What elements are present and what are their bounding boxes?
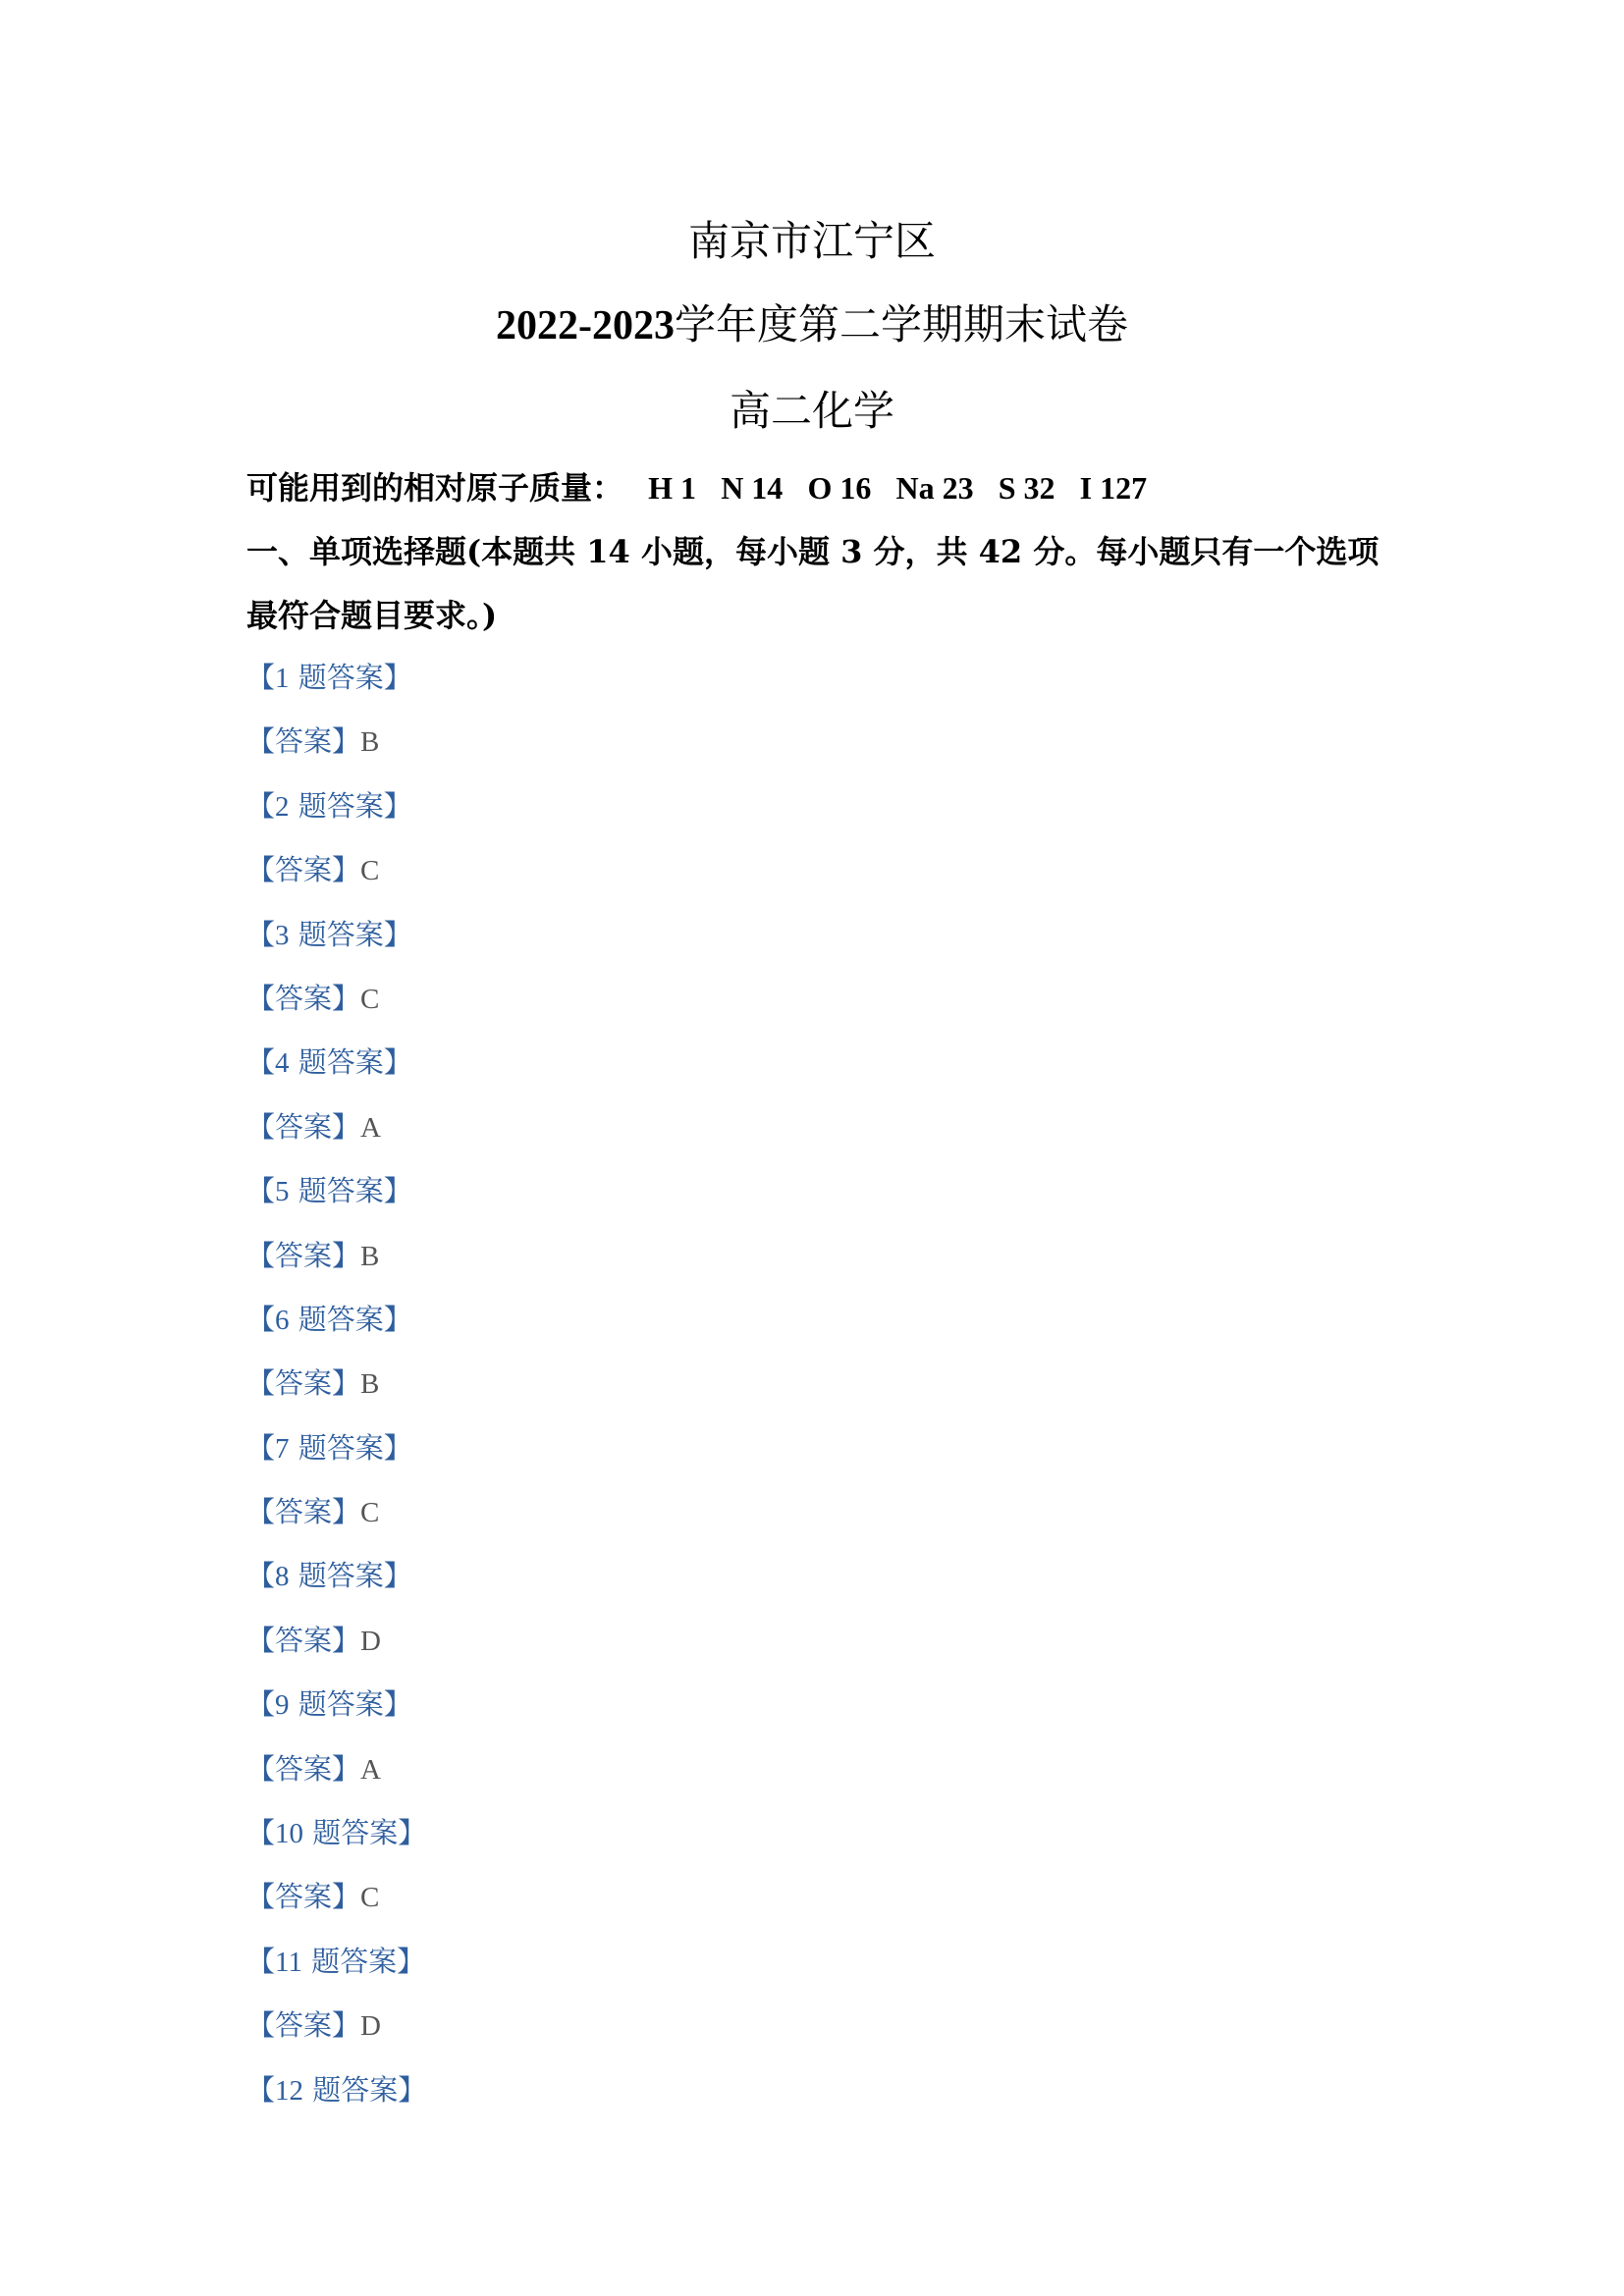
question-number: 7 (275, 1432, 290, 1465)
exam-term: 学年度第二学期期末试卷 (674, 300, 1128, 348)
heading-text: 题答案】 (289, 917, 412, 951)
heading-bracket: 【 (246, 661, 276, 694)
question-heading (246, 661, 426, 727)
question-heading (246, 1687, 426, 1754)
answer-line (246, 1751, 426, 1819)
answer-label: 【答案】 (246, 1238, 361, 1272)
answer-value: B (360, 1240, 380, 1272)
answer-label: 【答案】 (246, 981, 361, 1015)
answer-label: 【答案】 (246, 1623, 361, 1657)
heading-text: 题答案】 (289, 661, 412, 694)
answer-line (246, 1623, 426, 1690)
answer-label: 【答案】 (246, 1751, 361, 1786)
atomic-masses-label: 可能用到的相对原子质量： (246, 469, 624, 507)
heading-bracket: 【 (246, 1559, 276, 1593)
heading-bracket: 【 (246, 1174, 276, 1208)
atomic-mass-item: Na 23 (895, 470, 974, 506)
school-district-title: 南京市江宁区 (687, 217, 936, 265)
answer-line (246, 1109, 426, 1177)
answer-value: D (360, 2010, 381, 2043)
answer-value: A (360, 1111, 381, 1144)
answer-value: C (360, 983, 380, 1015)
question-number: 11 (275, 1946, 302, 1978)
question-heading (246, 1559, 426, 1626)
question-heading (246, 1816, 427, 1883)
heading-text: 题答案】 (289, 1174, 412, 1208)
atomic-mass-item: S 32 (998, 470, 1056, 506)
answer-value: C (360, 1497, 380, 1529)
heading-text: 题答案】 (301, 1944, 426, 1978)
question-number: 9 (275, 1689, 290, 1722)
heading-text: 题答案】 (303, 2072, 427, 2107)
answer-line (246, 1238, 426, 1306)
heading-text: 题答案】 (289, 1559, 412, 1593)
atomic-mass-item: I 127 (1079, 470, 1148, 506)
heading-text: 题答案】 (289, 1430, 412, 1465)
question-number: 1 (275, 663, 290, 694)
heading-bracket: 【 (246, 1816, 276, 1850)
heading-text: 题答案】 (289, 1302, 412, 1336)
atomic-mass-item: O 16 (807, 470, 872, 506)
section-heading-line-1: 一、单项选择题(本题共 14 小题，每小题 3 分，共 42 分。每小题只有一个选项 (246, 533, 1380, 570)
question-number: 6 (275, 1304, 290, 1336)
heading-bracket: 【 (246, 1944, 276, 1978)
question-heading (246, 1045, 426, 1112)
question-number: 10 (275, 1818, 304, 1850)
answer-label: 【答案】 (246, 1880, 361, 1914)
question-heading (246, 1944, 426, 2011)
heading-text: 题答案】 (289, 1045, 412, 1080)
question-number: 3 (275, 919, 290, 951)
section-heading-line-2: 最符合题目要求。) (246, 597, 498, 634)
subject-title: 高二化学 (729, 387, 894, 435)
heading-bracket: 【 (246, 2072, 276, 2107)
heading-text: 题答案】 (303, 1816, 427, 1850)
answer-value: B (360, 726, 380, 759)
answer-line (246, 981, 426, 1048)
exam-title (0, 300, 1624, 348)
answer-line (246, 1495, 426, 1562)
atomic-mass-item: H 1 (648, 470, 697, 506)
heading-bracket: 【 (246, 1430, 276, 1465)
answer-label: 【答案】 (246, 1366, 361, 1401)
question-number: 5 (275, 1176, 290, 1208)
answer-line (246, 853, 426, 920)
atomic-masses-line (246, 469, 1148, 507)
answer-list (246, 661, 427, 2140)
question-heading (246, 788, 426, 856)
heading-bracket: 【 (246, 917, 276, 951)
answer-value: C (360, 1882, 380, 1914)
question-number: 4 (275, 1047, 290, 1080)
answer-line (246, 724, 426, 791)
answer-label: 【答案】 (246, 1495, 361, 1529)
question-number: 8 (275, 1561, 290, 1593)
answer-value: B (360, 1368, 380, 1401)
answer-value: A (360, 1753, 381, 1786)
atomic-mass-item: N 14 (721, 470, 784, 506)
heading-text: 题答案】 (289, 1687, 412, 1722)
answer-line (246, 1880, 426, 1947)
answer-label: 【答案】 (246, 2008, 361, 2043)
question-heading (246, 1430, 426, 1498)
question-heading (246, 2072, 427, 2140)
answer-line (246, 2008, 426, 2075)
question-heading (246, 917, 426, 985)
heading-bracket: 【 (246, 1687, 276, 1722)
heading-bracket: 【 (246, 1045, 276, 1080)
heading-bracket: 【 (246, 788, 276, 823)
question-number: 12 (275, 2074, 304, 2107)
answer-line (246, 1366, 426, 1433)
heading-text: 题答案】 (289, 788, 412, 823)
answer-label: 【答案】 (246, 724, 361, 759)
question-heading (246, 1302, 426, 1369)
answer-value: C (360, 855, 380, 887)
question-heading (246, 1174, 426, 1241)
answer-value: D (360, 1625, 381, 1657)
answer-label: 【答案】 (246, 1109, 361, 1144)
answer-label: 【答案】 (246, 853, 361, 887)
heading-bracket: 【 (246, 1302, 276, 1336)
exam-year: 2022-2023 (495, 303, 675, 348)
question-number: 2 (275, 790, 290, 823)
